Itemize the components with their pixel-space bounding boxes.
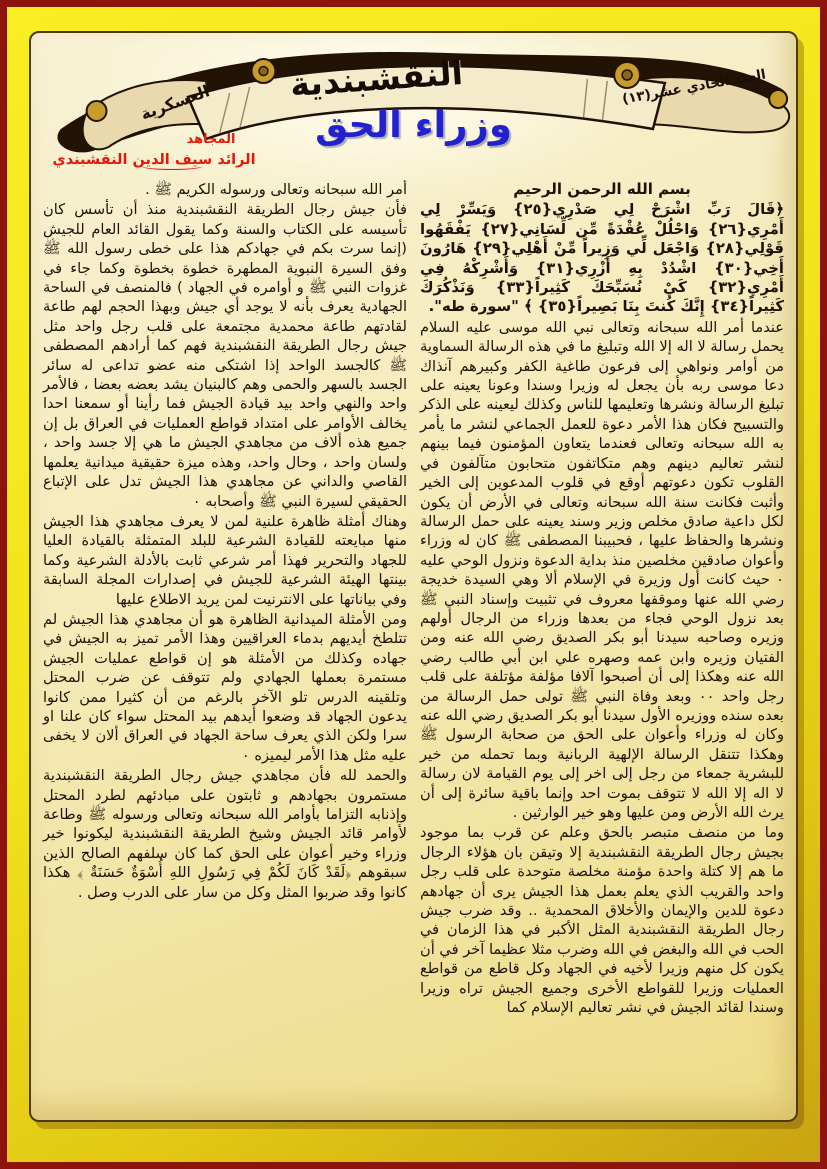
byline bbox=[52, 131, 271, 171]
paragraph: وهناك أمثلة ظاهرة علنية لمن لا يعرف مجاهدي هذا الجيش منها مبايعته للقيادة الشرعية للبلد المتمثلة بالقيادة العليا للجهاد والتحرير فهذا أمر شرعي ثابت بالأدلة الشرعية وكما بينتها الهيئة الشرعية للجيش في إصدارات المجلة السابقة وفي بياناتها على الانترنيت لمن يريد الاطلاع عليها bbox=[43, 512, 407, 608]
banner-issue-label: العدد الحادي عشر(١٣) bbox=[620, 66, 767, 108]
paragraph: فأن جيش رجال الطريقة النقشبندية منذ أن تأسس كان تأسيسه على الكتاب والسنة وكما يقول القائد العام للجيش (إنما سرت بكم في جهادكم هذا على خطى رسول الله ﷺ وفق السيرة النبوية المطهرة خطوة بخطوة وكما جاء في غزوات النبي ﷺ و أوامره في الجهاد ) فالمنصف في الساحة الجهادية يعرف بأنه لا يوجد أي جيش وبهذا الحجم لهم طاعة لقادتهم طاعة محمدية مجتمعة على قلب رجل واحد مثل جيش رجال الطريقة النقشبندية فهم كما أرادهم المصطفى ﷺ كالجسد الواحد إذا اشتكى منه عضو تداعى له سائر الجسد بالسهر والحمى وهم كالبنيان يشد بعضه بعضا ، فالأمر واحد والنهي واحد بيد قيادة الجيش فما رأينا أو سمعنا احدا يخالف الأوامر على امتداد قواطع العمليات في العراق بل إن جميع هذه ألاف من مجاهدي الجيش ما هي إلا جسد واحد ، ولسان واحد ، وحال واحد، وهذه ميزة حقيقية ميدانية يعلمها القاصي والداني عن مجاهدي هذا الجيش تدل على الإتباع الحقيقي لسيرة النبي ﷺ وأصحابه ٠ bbox=[43, 201, 407, 510]
article-body bbox=[31, 180, 796, 1085]
basmala: بسم الله الرحمن الرحيم bbox=[513, 180, 691, 198]
banner-edition-label: العسكرية bbox=[138, 81, 212, 124]
quran-verse: ﴿قَالَ رَبِّ اشْرَحْ لِي صَدْرِي{٢٥} وَيَسِّرْ لِي أَمْرِي{٢٦} وَاحْلُلْ عُقْدَةً مِّن لِّسَانِي{٢٧} يَفْقَهُوا قَوْلِي{٢٨} وَاجْعَل لِّي وَزِيراً مِّنْ أَهْلِي{٢٩} هَارُونَ أَخِي{٣٠} اشْدُدْ بِهِ أَزْرِي{٣١} وَأَشْرِكْهُ فِي أَمْرِي{٣٢} كَيْ نُسَبِّحَكَ كَثِيراً{٣٣} وَنَذْكُرَكَ كَثِيراً{٣٤} إِنَّكَ كُنتَ بِنَا بَصِيراً{٣٥} ﴾ "سورة طه". bbox=[420, 201, 785, 316]
paragraph: ومن الأمثلة الميدانية الظاهرة هو أن مجاهدي هذا الجيش لم تتلطخ أيديهم بدماء العراقيين وهذا الأمر تميز به الجيش في جهاده وكذلك من الأمثلة هو إن قواطع عمليات الجيش مستمرة بعملها الجهادي ولم تتوقف عن ضرب المحتل وتلقينه الدرس تلو الآخر بالرغم من أن كثيرا ممن كانوا يدعون الجهاد قد وضعوا أيدهم بيد المحتل سواء كان علنا او سرا ولكن الذي يعرف ساحة الجهاد في العراق ألان لا يخفى عليه مثل هذا الأمر ليميزه ٠ bbox=[43, 610, 407, 764]
article-title: وزراء الحق bbox=[315, 103, 512, 146]
paragraph: وما من منصف متبصر بالحق وعلم عن قرب بما موجود بجيش رجال الطريقة النقشبندية إلا وتيقن بان هؤلاء الرجال ما هم إلا كتلة واحدة مؤمنة مخلصة متوحدة على قلب رجل واحد والقريب الذي يعلم بعمل هذا الجيش يرى أن جهادهم دعوة للدين والإيمان والأخلاق المحمدية .. وقد ضرب جيش رجال الطريقة النقشبندية المثل الأكبر في هذا الزمان في الحب في الله والبغض في الله وضرب مثلا عظيما آخر في أن يكون كل منهم وزيرا لأخيه في الجهاد وكل قاطع من قواطع العمليات وزيرا للقواطع الأخرى وجميع الجيش تراه وزيرا وسندا لقائد الجيش في نشر تعاليم الإسلام كما bbox=[420, 824, 784, 1017]
column-right bbox=[420, 180, 784, 1085]
paragraph: أمر الله سبحانه وتعالى ورسوله الكريم ﷺ . bbox=[145, 181, 407, 198]
column-left bbox=[43, 180, 407, 1085]
byline-role: المجاهد bbox=[186, 132, 236, 147]
magazine-page bbox=[29, 31, 798, 1122]
paragraph: عندما أمر الله سبحانه وتعالى نبي الله موسى عليه السلام يحمل رسالة لا اله إلا الله وتبليغ ما في هذه الرسالة السماوية من أوامر ونواهي إلى فرعون طاغية الكفر وكبيرهم آنذاك دعا موسى ربه بأن يجعل له وزيرا وسندا وعونا يعينه على تبليغ الرسالة ونشرها وتعليمها للناس وكذلك ليعينه على الذكر والتسبيح فكان هذا الأمر دعوة للعمل الجماعي لنشر ما يأمر به الله سبحانه وتعالى فعندما يتعاون المؤمنون فيما بينهم لنشر تعاليم دينهم وهم متكاتفون متحابون متآلفون في القلوب تكون دعوتهم أوقع في قلوب المدعوين إلى الخير وأثبت فكانت سنة الله سبحانه وتعالى في الأرض أن يكون لكل داعية صادق مخلص وزير وسند يعينه على حمل الرسالة ونشرها والحفاظ عليها ، فحبيبنا المصطفى ﷺ كان له وزراء وأعوان صادقين مخلصين منذ بداية الدعوة ونزول الوحي عليه ٠ حيث كانت أول وزيرة في الإسلام ألا وهي السيدة خديجة رضي الله عنها وموقفها معروف في تثبيت وإسناد النبي ﷺ بعد نزول الوحي فجاء من بعدها وزراء من الرجال أولهم وزيره وصاحبه سيدنا أبو بكر الصديق رضي الله عنه ومن الفتيان وزيره وابن عمه وصهره علي ابن أبي طالب رضي الله عنه وهكذا إلى أن أصبحوا آلافا مؤلفة مؤتلفة على قلب رجل واحد ٠٠ وبعد وفاة النبي ﷺ تولى حمل الرسالة من بعده سنده ووزيره الأول سيدنا أبو بكر الصديق رضي الله عنه وكان له وزراء وأعوان على الحق من صحابة الرسول ﷺ وهكذا تتنقل الرسالة الإلهية الربانية وبما تحمله من خير للبشرية جمعاء من رجل إلى اخر إلى يوم القيامة لان رسالة لا اله إلا الله لا تتوقف بموت احد وإنما باقية سائرة إلى أن يرث الله الأرض ومن عليها وهو خير الوارثين . bbox=[420, 318, 784, 821]
paragraph: والحمد لله فأن مجاهدي جيش رجال الطريقة النقشبندية مستمرون بجهادهم و ثابتون على مبادئهم لطرد المحتل وإذنابه التزاما بأوامر الله سبحانه وتعالى ورسوله ﷺ وطاعة لأوامر قائد الجيش وشيخ الطريقة النقشبندية ليكونوا خير وزراء وخير أعوان على الحق كما كان سلفهم الصالح الذين سبقوهم ﴿لَقَدْ كَانَ لَكُمْ فِي رَسُولِ اللهِ أُسْوَةٌ حَسَنَةٌ ﴾ هكذا كانوا وقد ضربوا المثل وكل من سار على الدرب وصل . bbox=[43, 767, 407, 901]
banner-title: النقشبندية bbox=[288, 53, 465, 104]
byline-name: الرائد سيف الدين النقشبندي bbox=[49, 150, 259, 171]
